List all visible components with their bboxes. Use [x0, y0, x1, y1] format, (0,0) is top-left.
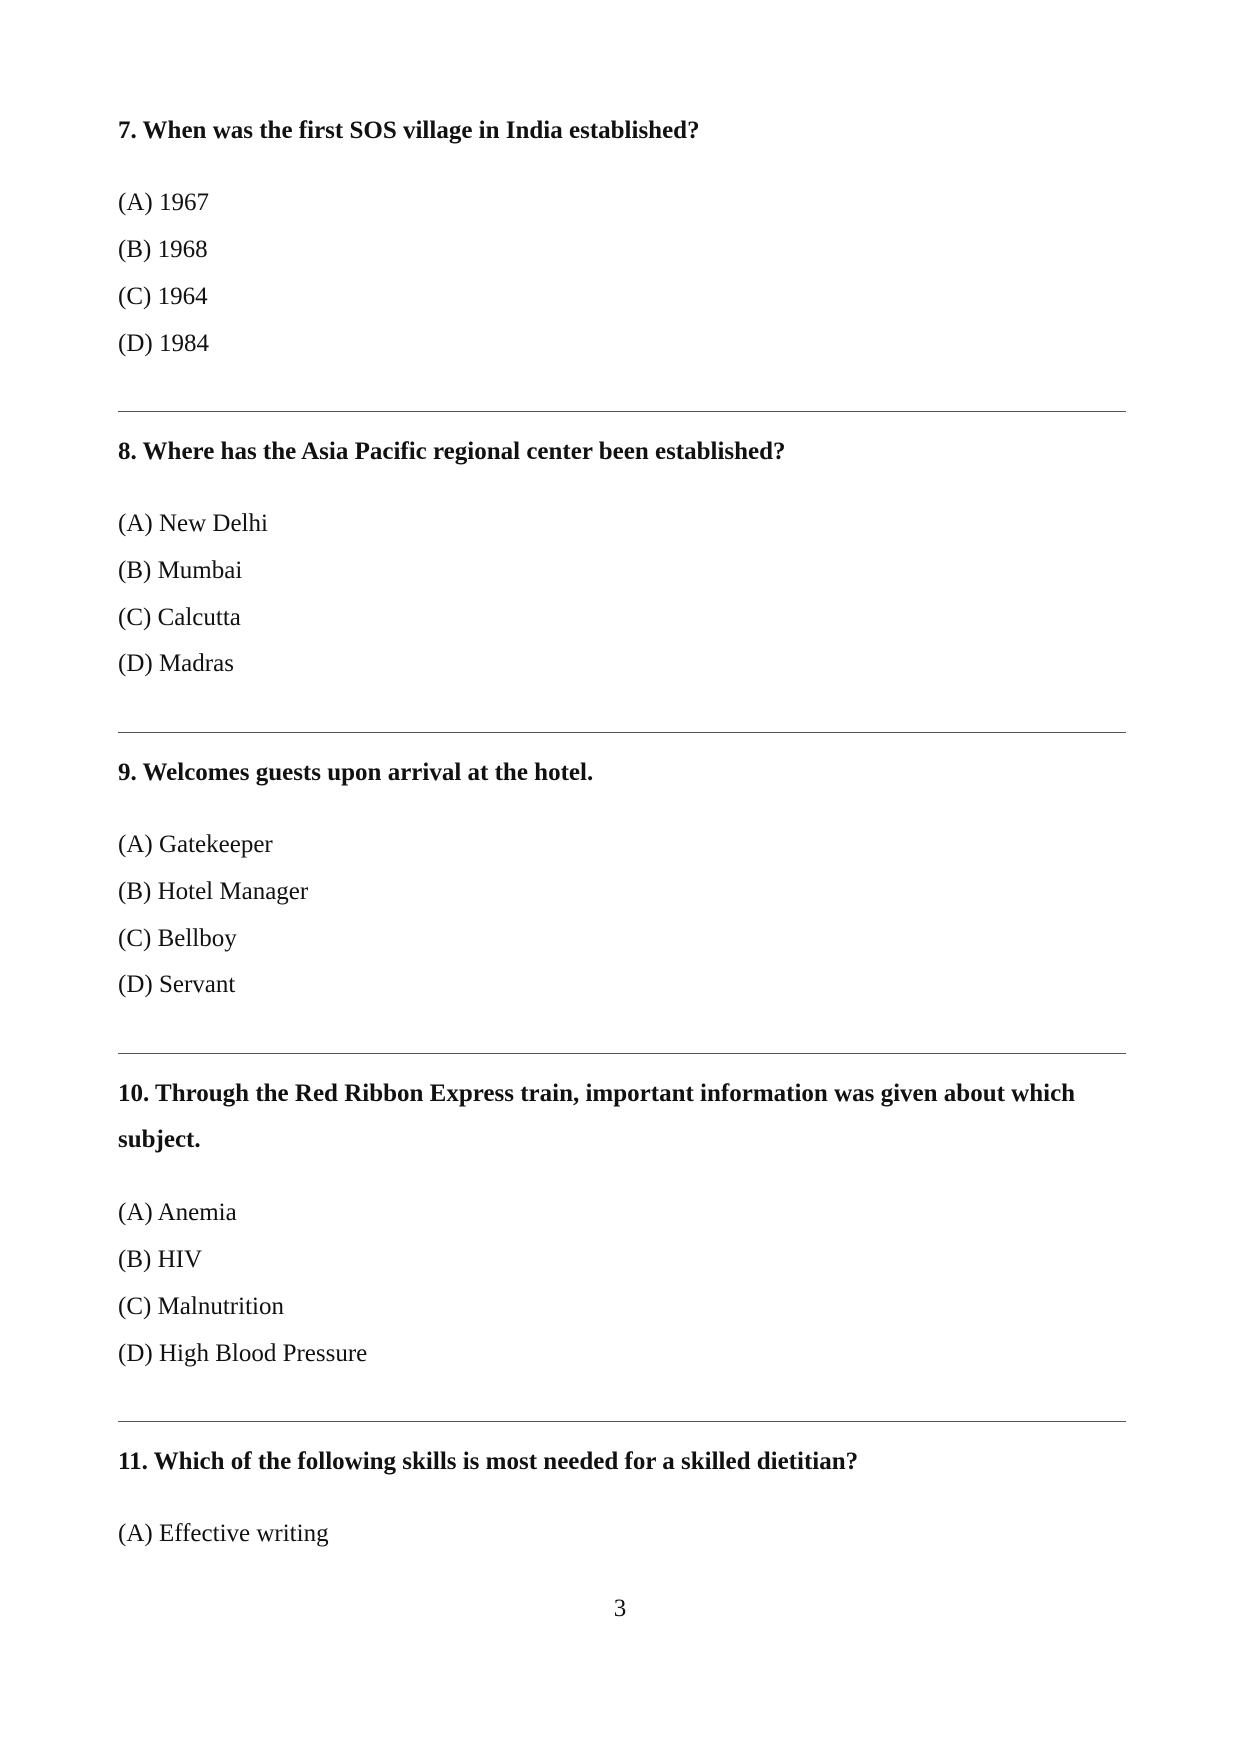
question-7-option-c: (C) 1964	[118, 283, 208, 310]
page-number: 3	[613, 1595, 627, 1622]
question-7-option-d: (D) 1984	[118, 330, 209, 357]
question-11: 11. Which of the following skills is most needed for a skilled dietitian?	[118, 1448, 859, 1475]
question-8-option-b: (B) Mumbai	[118, 557, 243, 584]
question-9-option-a: (A) Gatekeeper	[118, 831, 273, 858]
question-10-option-a: (A) Anemia	[118, 1199, 237, 1226]
question-10-option-c: (C) Malnutrition	[118, 1293, 284, 1320]
question-10-option-d: (D) High Blood Pressure	[118, 1340, 368, 1367]
question-7-option-b: (B) 1968	[118, 236, 208, 263]
question-8-option-c: (C) Calcutta	[118, 604, 241, 631]
question-7-option-a: (A) 1967	[118, 189, 209, 216]
question-8: 8. Where has the Asia Pacific regional center been established?	[118, 438, 786, 465]
question-9: 9. Welcomes guests upon arrival at the hotel.	[118, 759, 594, 786]
question-7: 7. When was the first SOS village in India established?	[118, 117, 700, 144]
question-8-option-a: (A) New Delhi	[118, 510, 268, 537]
question-9-option-b: (B) Hotel Manager	[118, 878, 309, 905]
question-10-option-b: (B) HIV	[118, 1246, 203, 1273]
question-11-option-a: (A) Effective writing	[118, 1520, 329, 1547]
question-8-option-d: (D) Madras	[118, 650, 234, 677]
question-9-option-c: (C) Bellboy	[118, 925, 237, 952]
divider	[118, 732, 1126, 733]
divider	[118, 411, 1126, 412]
divider	[118, 1053, 1126, 1054]
divider	[118, 1421, 1126, 1422]
question-9-option-d: (D) Servant	[118, 971, 236, 998]
question-10: 10. Through the Red Ribbon Express train, important information was given about which subject.	[118, 1080, 1076, 1153]
